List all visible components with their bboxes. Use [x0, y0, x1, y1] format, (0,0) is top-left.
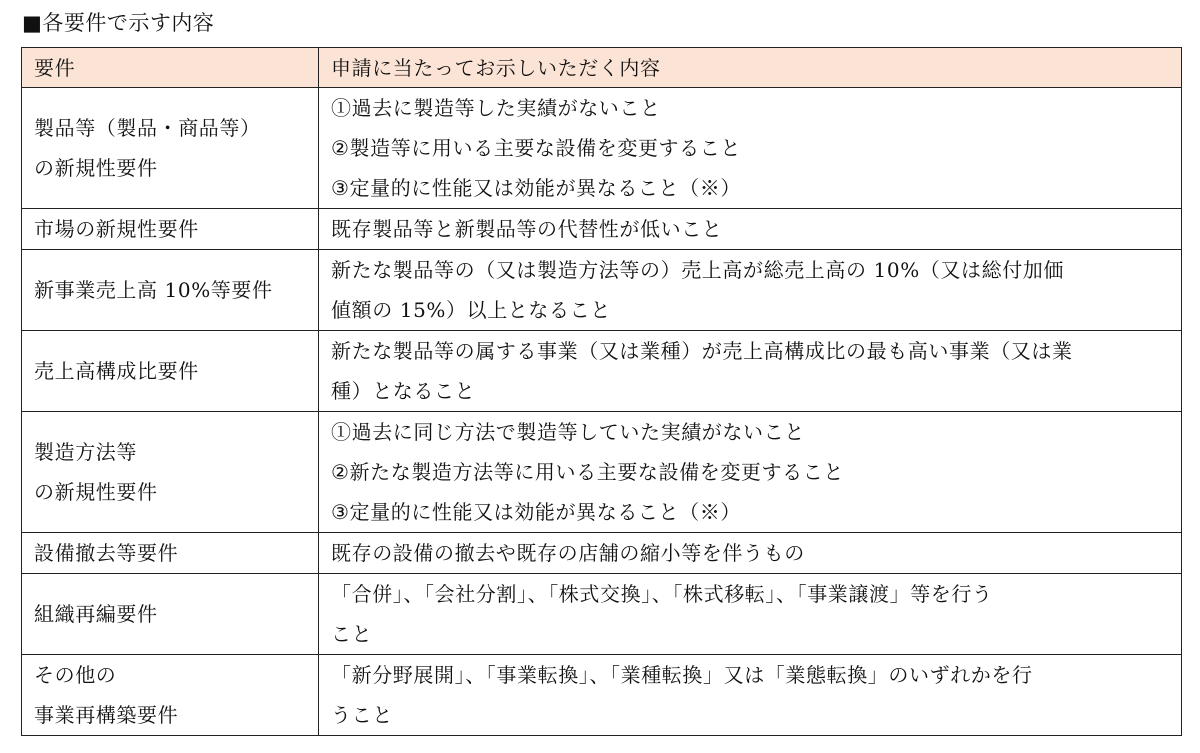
requirement-text: 製造方法等 の新規性要件: [34, 440, 158, 504]
table-row: [22, 533, 1182, 574]
content-cell: [319, 655, 1182, 736]
content-text: 新たな製品等の属する事業（又は業種）が売上高構成比の最も高い事業（又は業 種）となること: [331, 339, 1073, 403]
table-row: [22, 331, 1182, 412]
requirement-cell: [22, 412, 319, 533]
requirement-text: 新事業売上高 10%等要件: [34, 278, 273, 302]
requirement-text: 設備撤去等要件: [34, 541, 179, 565]
table-row: [22, 250, 1182, 331]
header-content: 申請に当たってお示しいただく内容: [319, 48, 1182, 88]
content-cell: [319, 533, 1182, 574]
table-caption: ■各要件で示す内容: [22, 11, 215, 35]
content-text: 既存の設備の撤去や既存の店舗の縮小等を伴うもの: [331, 541, 805, 565]
content-text: 「新分野展開」、「事業転換」、「業種転換」又は「業態転換」のいずれかを行 うこと: [331, 663, 1033, 727]
content-cell: [319, 88, 1182, 209]
table-row: [22, 88, 1182, 209]
requirement-cell: [22, 533, 319, 574]
content-text: ①過去に同じ方法で製造等していた実績がないこと ②新たな製造方法等に用いる主要な設備を変更すること ③定量的に性能又は効能が異なること（※）: [331, 420, 844, 524]
content-cell: [319, 412, 1182, 533]
requirement-cell: [22, 574, 319, 655]
content-text: 新たな製品等の（又は製造方法等の）売上高が総売上高の 10%（又は総付加価 値額の 15%）以上となること: [331, 258, 1065, 322]
requirement-cell: [22, 88, 319, 209]
requirement-text: 市場の新規性要件: [34, 217, 199, 241]
requirements-table: [21, 47, 1182, 736]
content-text: ①過去に製造等した実績がないこと ②製造等に用いる主要な設備を変更すること ③定量的に性能又は効能が異なること（※）: [331, 96, 741, 200]
table-row: [22, 412, 1182, 533]
table-header-row: [22, 48, 1182, 88]
requirement-cell: [22, 331, 319, 412]
requirement-cell: [22, 250, 319, 331]
table-row: [22, 655, 1182, 736]
content-text: 「合併」、「会社分割」、「株式交換」、「株式移転」、「事業譲渡」等を行う こと: [331, 582, 993, 646]
content-cell: [319, 331, 1182, 412]
requirement-cell: [22, 209, 319, 250]
requirement-text: 売上高構成比要件: [34, 359, 199, 383]
requirement-text: 組織再編要件: [34, 602, 158, 626]
table-row: [22, 574, 1182, 655]
table-row: [22, 209, 1182, 250]
header-requirement: 要件: [22, 48, 319, 88]
requirement-cell: [22, 655, 319, 736]
content-cell: [319, 574, 1182, 655]
requirement-text: その他の 事業再構築要件: [34, 663, 179, 727]
content-text: 既存製品等と新製品等の代替性が低いこと: [331, 217, 723, 241]
requirement-text: 製品等（製品・商品等） の新規性要件: [34, 116, 261, 180]
content-cell: [319, 250, 1182, 331]
content-cell: [319, 209, 1182, 250]
